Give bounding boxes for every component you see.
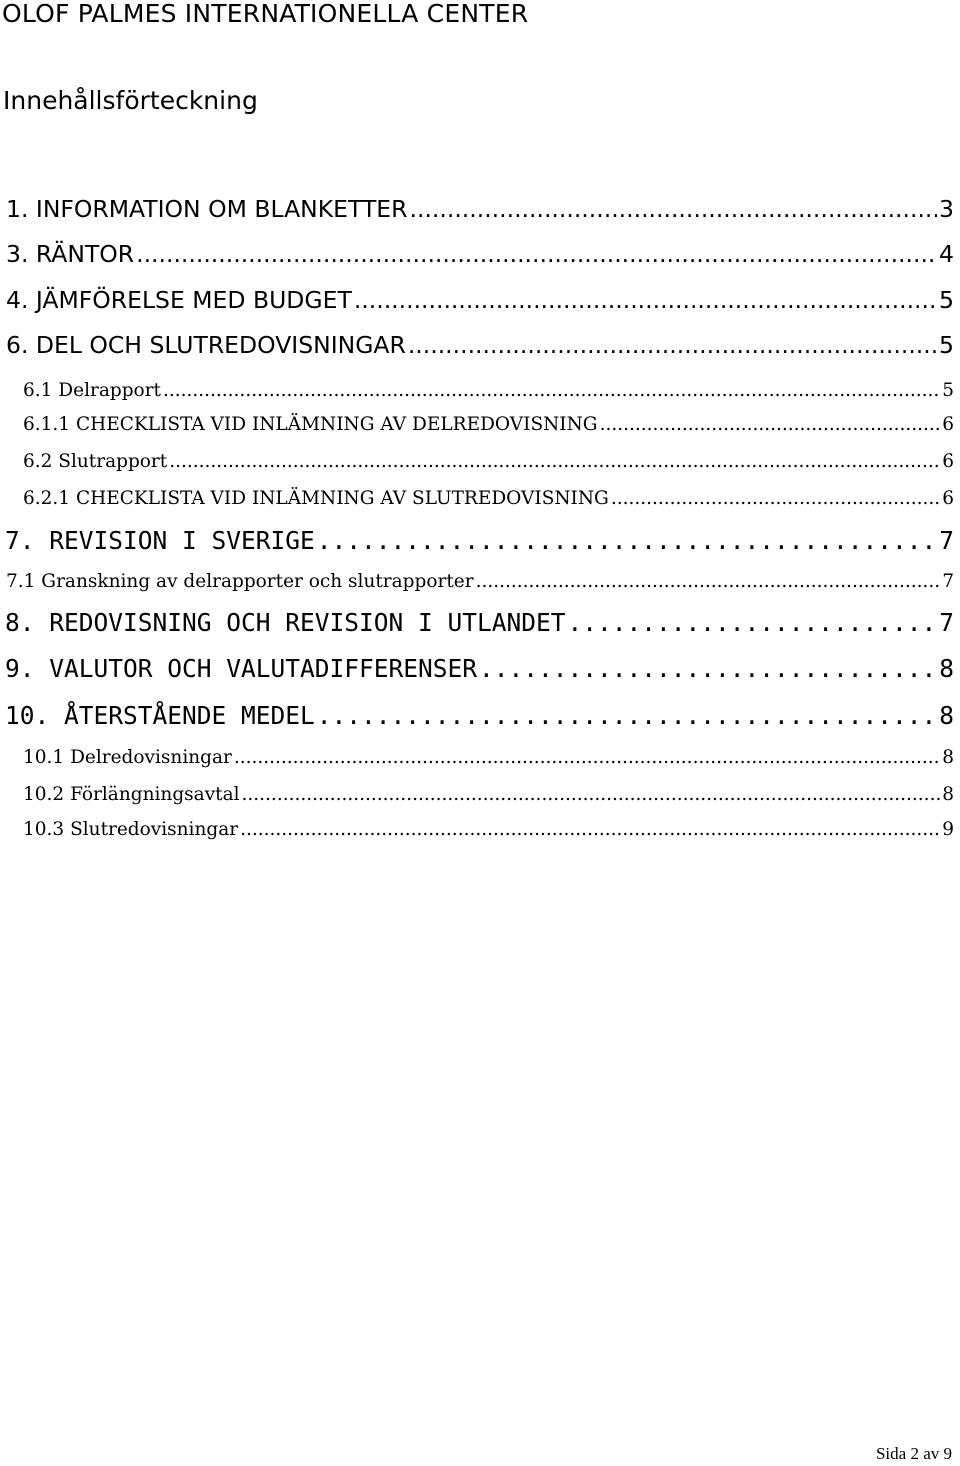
toc-entry-label: 1. INFORMATION OM BLANKETTER xyxy=(6,195,408,223)
toc-entry-slutredovisningar[interactable] xyxy=(23,818,954,842)
toc-dot-leader xyxy=(408,331,937,359)
toc-entry-label: 10. ÅTERSTÅENDE MEDEL xyxy=(5,701,315,730)
toc-dot-leader xyxy=(611,487,940,511)
toc-entry-label: 10.1 Delredovisningar xyxy=(23,747,232,768)
toc-entry-checklista-delredovisning[interactable] xyxy=(23,413,954,437)
toc-dot-leader xyxy=(476,570,941,594)
toc-entry-label: 6.2 Slutrapport xyxy=(23,451,168,472)
toc-entry-rantor[interactable] xyxy=(6,240,954,268)
toc-entry-page: 7 xyxy=(942,571,954,592)
toc-entry-page: 6 xyxy=(942,451,954,472)
toc-entry-page: 4 xyxy=(939,240,954,268)
toc-entry-page: 8 xyxy=(942,747,954,768)
toc-entry-page: 8 xyxy=(942,784,954,805)
toc-entry-checklista-slutredovisning[interactable] xyxy=(23,487,954,511)
toc-entry-label: 8. REDOVISNING OCH REVISION I UTLANDET xyxy=(5,608,566,637)
toc-dot-leader xyxy=(317,527,937,555)
toc-entry-page: 3 xyxy=(939,195,954,223)
toc-entry-redovisning-och-revision-i-utlandet[interactable] xyxy=(5,609,954,637)
toc-entry-label: 7.1 Granskning av delrapporter och slutrapporter xyxy=(6,571,474,592)
toc-dot-leader xyxy=(242,783,941,807)
toc-entry-page: 8 xyxy=(939,654,954,683)
toc-entry-page: 5 xyxy=(939,286,954,314)
toc-dot-leader xyxy=(410,195,938,223)
toc-entry-delrapport[interactable] xyxy=(23,379,954,403)
toc-title: Innehållsförteckning xyxy=(3,86,258,115)
toc-entry-valutor-och-valutadifferenser[interactable] xyxy=(5,655,954,683)
toc-entry-revision-i-sverige[interactable] xyxy=(5,527,954,555)
toc-entry-del-och-slutredovisningar[interactable] xyxy=(6,331,954,359)
toc-entry-slutrapport[interactable] xyxy=(23,450,954,474)
toc-entry-aterstaende-medel[interactable] xyxy=(5,702,954,730)
toc-entry-page: 6 xyxy=(942,488,954,509)
toc-entry-label: 6. DEL OCH SLUTREDOVISNINGAR xyxy=(6,331,406,359)
toc-entry-delredovisningar[interactable] xyxy=(23,746,954,770)
toc-entry-jamforelse-med-budget[interactable] xyxy=(6,286,954,314)
toc-entry-forlangningsavtal[interactable] xyxy=(23,783,954,807)
toc-entry-page: 9 xyxy=(942,819,954,840)
toc-dot-leader xyxy=(568,609,938,637)
toc-dot-leader xyxy=(240,818,940,842)
toc-entry-page: 7 xyxy=(939,526,954,555)
toc-entry-page: 5 xyxy=(939,331,954,359)
toc-entry-label: 6.1 Delrapport xyxy=(23,380,161,401)
toc-dot-leader xyxy=(163,379,940,403)
toc-dot-leader xyxy=(354,286,937,314)
toc-entry-label: 3. RÄNTOR xyxy=(6,240,135,268)
toc-entry-granskning[interactable] xyxy=(6,570,954,594)
toc-entry-label: 4. JÄMFÖRELSE MED BUDGET xyxy=(6,286,352,314)
toc-entry-page: 5 xyxy=(942,380,954,401)
toc-entry-page: 7 xyxy=(939,608,954,637)
toc-entry-page: 8 xyxy=(939,701,954,730)
toc-dot-leader xyxy=(234,746,940,770)
toc-entry-label: 7. REVISION I SVERIGE xyxy=(5,526,315,555)
toc-dot-leader xyxy=(600,413,941,437)
page-header: OLOF PALMES INTERNATIONELLA CENTER xyxy=(2,0,529,28)
toc-entry-label: 10.3 Slutredovisningar xyxy=(23,819,239,840)
toc-entry-information-om-blanketter[interactable] xyxy=(6,195,954,223)
page-number-footer: Sida 2 av 9 xyxy=(875,1444,952,1463)
toc-dot-leader xyxy=(169,450,940,474)
toc-entry-page: 6 xyxy=(942,414,954,435)
toc-dot-leader xyxy=(317,702,937,730)
toc-entry-label: 6.2.1 CHECKLISTA VID INLÄMNING AV SLUTREDOVISNING xyxy=(23,488,609,509)
toc-entry-label: 6.1.1 CHECKLISTA VID INLÄMNING AV DELREDOVISNING xyxy=(23,414,598,435)
toc-dot-leader xyxy=(479,655,937,683)
toc-entry-label: 10.2 Förlängningsavtal xyxy=(23,784,240,805)
toc-entry-label: 9. VALUTOR OCH VALUTADIFFERENSER xyxy=(5,654,478,683)
toc-dot-leader xyxy=(136,240,937,268)
